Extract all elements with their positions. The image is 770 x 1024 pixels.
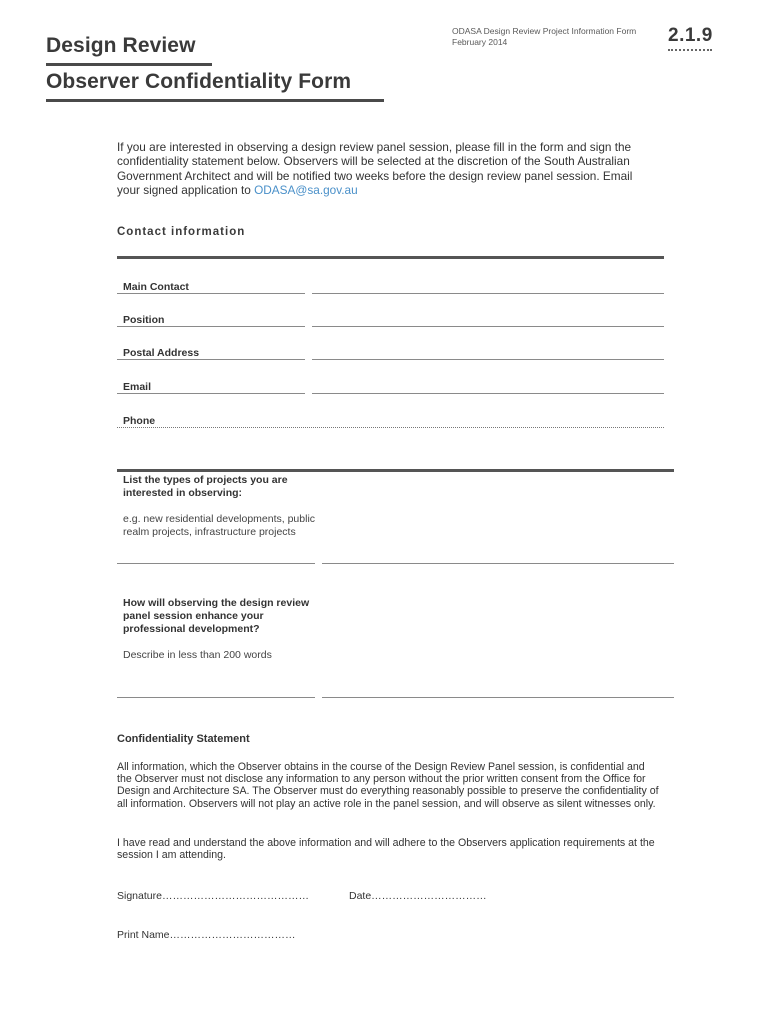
acknowledgement-paragraph: I have read and understand the above information and will adhere to the Observers application requirements at the session I am attending. [117,837,655,862]
title-underline [46,63,212,66]
intro-paragraph [117,140,657,198]
projects-question-label: List the types of projects you are interested in observing: [123,474,288,499]
document-number: 2.1.9 [668,25,713,46]
confidentiality-paragraph: All information, which the Observer obtains in the course of the Design Review Panel session, is confidential and the Observer must not disclose any information to any person without the prior written consent from the Office for Design and Architecture SA. The Observer must do everything reasonably possible to preserve the confidentiality of all information. Observers will not play an active role in the panel session, and will observe as silent witnesses only. [117,761,659,810]
questions-divider [117,469,674,472]
document-number-underline [668,47,712,51]
position-label: Position [123,314,165,326]
subtitle-underline [46,99,384,102]
date-field[interactable]: Date…………………………… [349,890,487,902]
development-question-label: How will observing the design review panel session enhance your professional development? [123,597,310,635]
postal-address-input[interactable] [312,359,664,360]
phone-input[interactable] [117,427,664,428]
postal-address-label-line [117,359,305,360]
email-input[interactable] [312,393,664,394]
main-contact-input[interactable] [312,293,664,294]
projects-question-hint: e.g. new residential developments, public realm projects, infrastructure projects [123,513,316,538]
email-label: Email [123,381,152,393]
main-contact-label: Main Contact [123,281,189,293]
position-input[interactable] [312,326,664,327]
position-label-line [117,326,305,327]
page-title: Design Review [46,34,196,57]
page-subtitle: Observer Confidentiality Form [46,70,352,93]
signature-field[interactable]: Signature…………………………………… [117,890,309,902]
intro-text: If you are interested in observing a design review panel session, please fill in the form and sign the confidentiality statement below. Observers will be selected at the discretion of the South Australian Government Architect and will be notified two weeks before the design review panel session. Email your signed application to [117,140,633,198]
development-question-hint: Describe in less than 200 words [123,649,272,661]
projects-answer-input[interactable] [322,563,674,564]
contact-divider [117,256,664,259]
form-name: ODASA Design Review Project Information Form [452,26,637,36]
phone-label: Phone [123,415,156,427]
development-label-line [117,697,315,698]
header-meta [452,26,636,48]
email-link[interactable]: ODASA@sa.gov.au [254,183,358,198]
postal-address-label: Postal Address [123,347,200,359]
form-date: February 2014 [452,37,508,47]
projects-question [123,474,318,539]
print-name-field[interactable]: Print Name……………………………… [117,929,296,941]
email-label-line [117,393,305,394]
development-answer-input[interactable] [322,697,674,698]
development-question [123,597,318,662]
main-contact-label-line [117,293,305,294]
projects-label-line [117,563,315,564]
contact-section-title: Contact information [117,226,246,238]
confidentiality-title: Confidentiality Statement [117,733,250,745]
